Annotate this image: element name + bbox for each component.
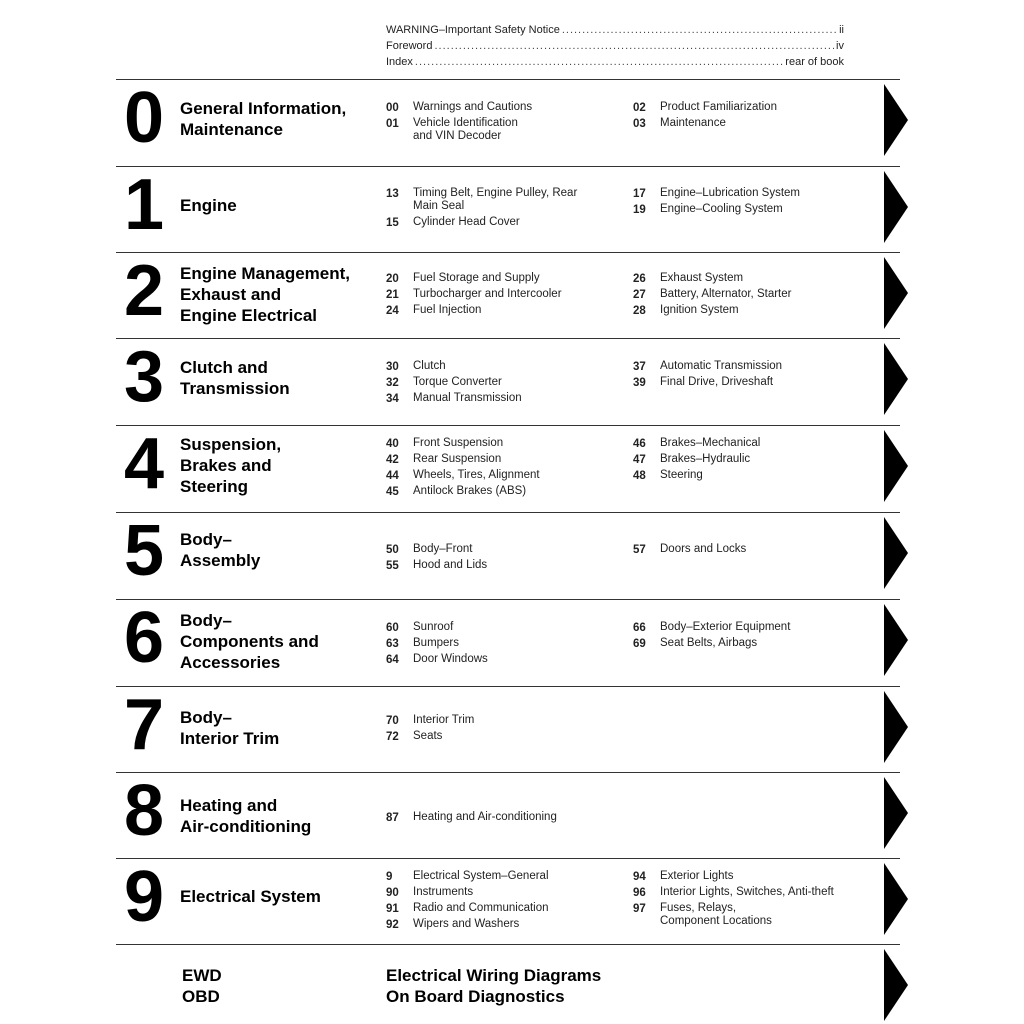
- ewd-title[interactable]: On Board Diagnostics: [386, 987, 565, 1006]
- toc-section-7: [116, 686, 900, 772]
- repair-group-label: Body–Exterior Equipment: [660, 621, 791, 633]
- section-tab-arrow-icon[interactable]: [884, 604, 908, 676]
- toc-section-1: [116, 166, 900, 252]
- ewd-code: EWD: [182, 966, 222, 985]
- toc-section-3: [116, 338, 900, 425]
- list-item[interactable]: [633, 468, 898, 484]
- repair-group-number: 60: [386, 622, 399, 634]
- repair-group-label: Fuel Storage and Supply: [413, 272, 540, 284]
- list-item[interactable]: [386, 116, 626, 145]
- repair-group-label: Engine–Lubrication System: [660, 187, 800, 199]
- list-item[interactable]: [386, 620, 626, 636]
- list-item[interactable]: [386, 391, 626, 407]
- front-matter-label: Foreword: [386, 40, 433, 52]
- repair-group-number: 63: [386, 638, 399, 650]
- repair-group-label: Instruments: [413, 886, 474, 898]
- front-matter-page: iv: [836, 40, 844, 52]
- front-matter-page: rear of book: [785, 56, 844, 68]
- repair-group-label: Radio and Communication: [413, 902, 549, 914]
- list-item[interactable]: [386, 303, 626, 319]
- section-title[interactable]: Engine Management, Exhaust and Engine Electrical: [180, 264, 351, 325]
- repair-group-label: Electrical System–General: [413, 870, 549, 882]
- section-tab-arrow-icon[interactable]: [884, 863, 908, 935]
- repair-group-number: 42: [386, 454, 399, 466]
- section-number: 3: [124, 337, 163, 417]
- repair-group-list: [386, 100, 626, 145]
- list-item[interactable]: [386, 271, 626, 287]
- section-tab-arrow-icon[interactable]: [884, 949, 908, 1021]
- list-item[interactable]: [386, 636, 626, 652]
- section-tab-arrow-icon[interactable]: [884, 430, 908, 502]
- repair-group-number: 26: [633, 273, 646, 285]
- repair-group-label: Hood and Lids: [413, 559, 488, 571]
- list-item[interactable]: [633, 542, 898, 558]
- repair-group-number: 17: [633, 188, 646, 200]
- repair-group-number: 9: [386, 871, 393, 883]
- repair-group-label: Steering: [660, 469, 703, 481]
- repair-group-number: 94: [633, 871, 646, 883]
- toc-section-0: [116, 79, 900, 166]
- repair-group-list: [633, 620, 898, 652]
- repair-group-label: Seat Belts, Airbags: [660, 637, 758, 649]
- section-title[interactable]: Heating and Air-conditioning: [180, 796, 312, 836]
- front-matter-label: WARNING–Important Safety Notice: [386, 24, 560, 36]
- repair-group-list: [386, 620, 626, 668]
- section-number: 4: [124, 424, 163, 504]
- repair-group-number: 72: [386, 731, 399, 743]
- repair-group-number: 91: [386, 903, 399, 915]
- repair-group-list: [386, 271, 626, 319]
- list-item[interactable]: [633, 186, 898, 202]
- toc-section-9: [116, 858, 900, 944]
- repair-group-number: 96: [633, 887, 646, 899]
- repair-group-number: 69: [633, 638, 646, 650]
- ewd-code: OBD: [182, 987, 220, 1006]
- repair-group-label: Interior Lights, Switches, Anti-theft: [660, 886, 834, 898]
- list-item[interactable]: [633, 359, 898, 375]
- repair-group-number: 30: [386, 361, 399, 373]
- list-item[interactable]: [633, 452, 898, 468]
- repair-group-label: Front Suspension: [413, 437, 504, 449]
- repair-group-number: 46: [633, 438, 646, 450]
- list-item[interactable]: [386, 287, 626, 303]
- section-title[interactable]: Engine: [180, 196, 237, 215]
- section-number: 2: [124, 251, 163, 331]
- toc-section-2: [116, 252, 900, 338]
- table-of-contents: [116, 79, 900, 1024]
- repair-group-number: 34: [386, 393, 399, 405]
- repair-group-number: 28: [633, 305, 646, 317]
- repair-group-label: Fuses, Relays, Component Locations: [660, 902, 772, 927]
- repair-group-label: Brakes–Mechanical: [660, 437, 761, 449]
- repair-group-number: 37: [633, 361, 646, 373]
- list-item[interactable]: [386, 436, 626, 452]
- ewd-titles: [386, 965, 601, 1007]
- list-item[interactable]: [633, 869, 898, 885]
- list-item[interactable]: [386, 869, 626, 885]
- list-item[interactable]: [633, 636, 898, 652]
- repair-group-label: Brakes–Hydraulic: [660, 453, 751, 465]
- section-title[interactable]: Clutch and Transmission: [180, 358, 290, 398]
- repair-group-label: Heating and Air-conditioning: [413, 811, 557, 823]
- repair-group-list: [386, 713, 626, 745]
- repair-group-label: Clutch: [413, 360, 446, 372]
- section-number: 9: [124, 857, 163, 937]
- toc-section-4: [116, 425, 900, 512]
- repair-group-number: 48: [633, 470, 646, 482]
- repair-group-number: 64: [386, 654, 399, 666]
- list-item[interactable]: [386, 558, 626, 574]
- list-item[interactable]: [386, 713, 626, 729]
- repair-group-label: Antilock Brakes (ABS): [413, 485, 527, 497]
- section-number: 0: [124, 78, 163, 158]
- repair-group-label: Vehicle Identification and VIN Decoder: [413, 117, 518, 142]
- section-tab-arrow-icon[interactable]: [884, 257, 908, 329]
- repair-group-label: Cylinder Head Cover: [413, 216, 520, 228]
- section-title[interactable]: Body– Assembly: [180, 530, 261, 570]
- toc-section-8: [116, 772, 900, 858]
- repair-group-label: Final Drive, Driveshaft: [660, 376, 774, 388]
- repair-group-list: [633, 186, 898, 218]
- repair-group-number: 15: [386, 217, 399, 229]
- front-matter-page: ii: [839, 24, 844, 36]
- list-item[interactable]: [386, 359, 626, 375]
- repair-group-number: 19: [633, 204, 646, 216]
- list-item[interactable]: [386, 542, 626, 558]
- dot-leader: [434, 38, 834, 54]
- repair-group-number: 27: [633, 289, 646, 301]
- repair-group-label: Seats: [413, 730, 443, 742]
- repair-group-label: Maintenance: [660, 117, 726, 129]
- list-item[interactable]: [386, 100, 626, 116]
- repair-group-number: 40: [386, 438, 399, 450]
- list-item[interactable]: [386, 215, 626, 231]
- repair-group-label: Body–Front: [413, 543, 473, 555]
- list-item[interactable]: [633, 620, 898, 636]
- section-number: 5: [124, 511, 163, 591]
- list-item[interactable]: [633, 100, 898, 116]
- list-item[interactable]: [386, 452, 626, 468]
- repair-group-label: Turbocharger and Intercooler: [413, 288, 562, 300]
- toc-section-6: [116, 599, 900, 686]
- repair-group-label: Product Familiarization: [660, 101, 777, 113]
- repair-group-list: [633, 100, 898, 132]
- repair-group-list: [386, 359, 626, 407]
- repair-group-list: [633, 359, 898, 391]
- repair-group-label: Engine–Cooling System: [660, 203, 783, 215]
- section-tab-arrow-icon[interactable]: [884, 343, 908, 415]
- list-item[interactable]: [386, 484, 626, 500]
- repair-group-label: Manual Transmission: [413, 392, 522, 404]
- section-title[interactable]: Electrical System: [180, 887, 321, 906]
- repair-group-label: Doors and Locks: [660, 543, 747, 555]
- repair-group-label: Rear Suspension: [413, 453, 502, 465]
- section-tab-arrow-icon[interactable]: [884, 777, 908, 849]
- repair-group-number: 21: [386, 289, 399, 301]
- front-matter-label: Index: [386, 56, 413, 68]
- repair-group-number: 03: [633, 118, 646, 130]
- repair-group-label: Door Windows: [413, 653, 488, 665]
- repair-group-label: Sunroof: [413, 621, 454, 633]
- section-title[interactable]: General Information, Maintenance: [180, 99, 347, 139]
- section-title[interactable]: Body– Interior Trim: [180, 708, 280, 748]
- repair-group-label: Automatic Transmission: [660, 360, 783, 372]
- repair-group-list: [386, 542, 626, 574]
- ewd-codes: [182, 965, 222, 1007]
- list-item[interactable]: [633, 202, 898, 218]
- list-item[interactable]: [633, 116, 898, 132]
- repair-group-number: 13: [386, 188, 399, 200]
- repair-group-number: 92: [386, 919, 399, 931]
- list-item[interactable]: [386, 186, 626, 215]
- list-item[interactable]: [386, 885, 626, 901]
- toc-section-ewd-obd: [116, 944, 900, 1024]
- repair-group-number: 32: [386, 377, 399, 389]
- list-item[interactable]: [386, 810, 626, 826]
- section-number: 7: [124, 685, 163, 765]
- repair-group-number: 00: [386, 102, 399, 114]
- repair-group-number: 45: [386, 486, 399, 498]
- repair-group-number: 20: [386, 273, 399, 285]
- repair-group-list: [633, 869, 898, 930]
- repair-group-label: Battery, Alternator, Starter: [660, 288, 792, 300]
- repair-group-number: 70: [386, 715, 399, 727]
- front-matter: [386, 22, 844, 70]
- repair-group-label: Torque Converter: [413, 376, 502, 388]
- dot-leader: [562, 22, 837, 38]
- repair-group-list: [386, 810, 626, 826]
- section-title[interactable]: Body– Components and Accessories: [180, 611, 319, 672]
- repair-group-label: Wipers and Washers: [413, 918, 520, 930]
- repair-group-number: 87: [386, 812, 399, 824]
- list-item[interactable]: [633, 901, 898, 930]
- list-item[interactable]: [386, 468, 626, 484]
- section-number: 1: [124, 165, 163, 245]
- repair-group-label: Exterior Lights: [660, 870, 734, 882]
- repair-group-label: Timing Belt, Engine Pulley, Rear Main Seal: [413, 187, 578, 212]
- repair-group-list: [386, 869, 626, 933]
- repair-group-list: [386, 436, 626, 500]
- list-item[interactable]: [386, 901, 626, 917]
- list-item[interactable]: [386, 652, 626, 668]
- section-tab-arrow-icon[interactable]: [884, 171, 908, 243]
- section-number: 8: [124, 771, 163, 851]
- toc-section-5: [116, 512, 900, 599]
- front-matter-entry[interactable]: [386, 54, 844, 70]
- repair-group-label: Wheels, Tires, Alignment: [413, 469, 540, 481]
- list-item[interactable]: [633, 885, 898, 901]
- repair-group-label: Exhaust System: [660, 272, 744, 284]
- front-matter-entry[interactable]: [386, 22, 844, 38]
- repair-group-number: 47: [633, 454, 646, 466]
- section-tab-arrow-icon[interactable]: [884, 691, 908, 763]
- repair-group-number: 97: [633, 903, 646, 915]
- list-item[interactable]: [633, 436, 898, 452]
- list-item[interactable]: [633, 303, 898, 319]
- repair-group-number: 01: [386, 118, 399, 130]
- repair-group-number: 90: [386, 887, 399, 899]
- front-matter-entry[interactable]: [386, 38, 844, 54]
- section-number: 6: [124, 598, 163, 678]
- repair-group-label: Ignition System: [660, 304, 739, 316]
- repair-group-label: Interior Trim: [413, 714, 475, 726]
- list-item[interactable]: [386, 375, 626, 391]
- section-title[interactable]: Suspension, Brakes and Steering: [180, 435, 282, 496]
- list-item[interactable]: [633, 375, 898, 391]
- list-item[interactable]: [633, 271, 898, 287]
- dot-leader: [415, 54, 783, 70]
- repair-group-number: 24: [386, 305, 399, 317]
- repair-group-list: [633, 436, 898, 484]
- repair-group-number: 44: [386, 470, 399, 482]
- list-item[interactable]: [386, 729, 626, 745]
- repair-group-label: Fuel Injection: [413, 304, 482, 316]
- repair-group-number: 66: [633, 622, 646, 634]
- repair-group-label: Bumpers: [413, 637, 460, 649]
- repair-group-list: [386, 186, 626, 231]
- repair-group-label: Warnings and Cautions: [413, 101, 533, 113]
- section-tab-arrow-icon[interactable]: [884, 84, 908, 156]
- list-item[interactable]: [386, 917, 626, 933]
- repair-group-number: 50: [386, 544, 399, 556]
- repair-group-list: [633, 271, 898, 319]
- repair-group-list: [633, 542, 898, 558]
- section-tab-arrow-icon[interactable]: [884, 517, 908, 589]
- list-item[interactable]: [633, 287, 898, 303]
- repair-group-number: 39: [633, 377, 646, 389]
- repair-group-number: 02: [633, 102, 646, 114]
- repair-group-number: 55: [386, 560, 399, 572]
- repair-group-number: 57: [633, 544, 646, 556]
- ewd-title[interactable]: Electrical Wiring Diagrams: [386, 966, 602, 985]
